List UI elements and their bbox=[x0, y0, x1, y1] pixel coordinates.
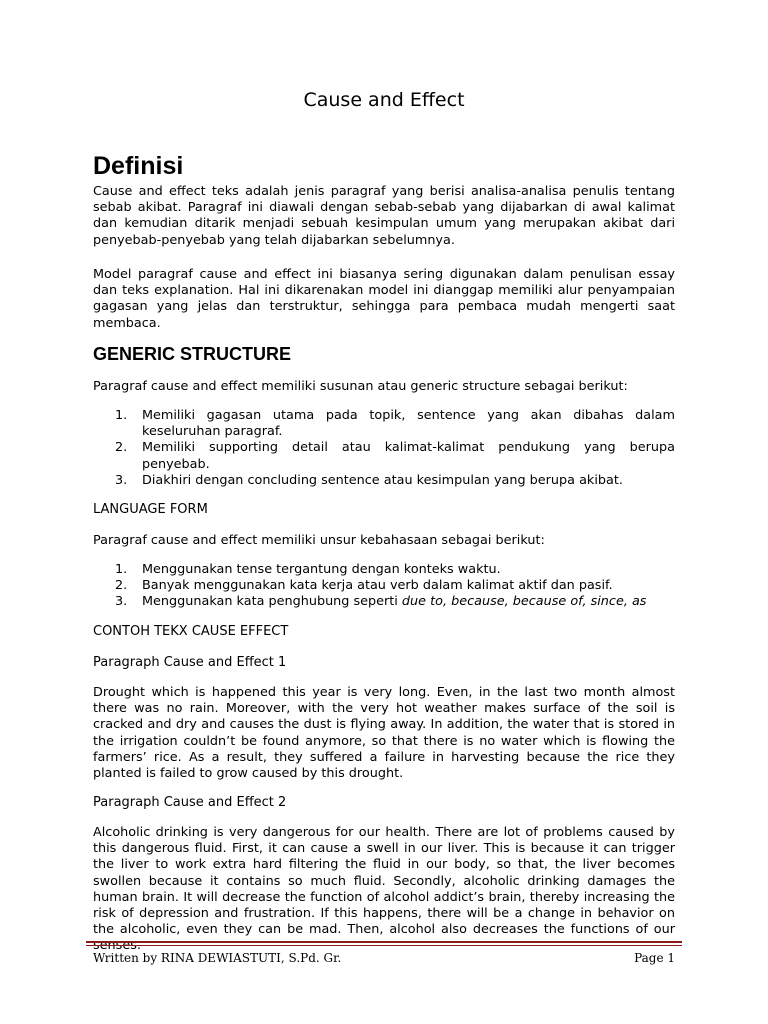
list-item bbox=[93, 440, 675, 472]
generic-structure-heading: GENERIC STRUCTURE bbox=[93, 344, 292, 364]
paragraph-2-text: Alcoholic drinking is very dangerous for our health. There are lot of problems caused by this dangerous fluid. First, it can cause a swell in our liver. This is because it can trigger the liver to work extra hard filtering the fluid in our body, so that, the liver becomes swollen because it contains so much fluid. Secondly, alcoholic drinking damages the human brain. It will decrease the function of alcohol addict’s brain, thereby increasing the risk of depression and frustration. If this happens, there will be a change in behavior on the alcoholic, even they can be mad. Then, alcohol also decreases the functions of our bbox=[93, 825, 675, 938]
list-item-number: 2. bbox=[115, 440, 128, 456]
definisi-heading: Definisi bbox=[93, 152, 184, 180]
generic-structure-list bbox=[93, 408, 675, 489]
list-item-emphasis: due to, because, because of, since, as bbox=[401, 594, 647, 610]
list-item-text: Menggunakan tense tergantung dengan konteks waktu. bbox=[142, 562, 501, 577]
list-item bbox=[93, 578, 675, 594]
footer-rule-top bbox=[86, 941, 682, 943]
list-item bbox=[93, 473, 675, 489]
footer-page-number: Page 1 bbox=[634, 951, 675, 965]
language-form-heading: LANGUAGE FORM bbox=[93, 502, 208, 517]
footer-author: Written by RINA DEWIASTUTI, S.Pd. Gr. bbox=[93, 951, 342, 965]
list-item-number: 2. bbox=[115, 578, 128, 594]
list-item-text: Memiliki gagasan utama pada topik, sentence yang akan dibahas dalam keseluruhan paragraf. bbox=[142, 408, 675, 440]
list-item-number: 3. bbox=[115, 472, 128, 488]
definisi-paragraph-1: Cause and effect teks adalah jenis paragraf yang berisi analisa-analisa penulis tentang sebab akibat. Paragraf ini diawali dengan sebab-sebab yang dijabarkan di awal kalimat dan kemudian ditarik menjadi sebuah kesimpulan umum yang merupakan akibat dari penyebab-penyebab yang telah dijabarkan sebelumnya. bbox=[93, 184, 675, 248]
list-item bbox=[93, 562, 675, 578]
definisi-paragraph-2: Model paragraf cause and effect ini biasanya sering digunakan dalam penulisan essay dan teks explanation. Hal ini dikarenakan model ini dianggap memiliki alur penyampaian gagasan yang jelas dan terstruktur, sehingga para pembaca mudah mengerti saat membaca. bbox=[93, 267, 675, 331]
list-item-text: Banyak menggunakan kata kerja atau verb dalam kalimat aktif dan pasif. bbox=[142, 578, 613, 594]
footer bbox=[93, 951, 675, 965]
paragraph-2-title: Paragraph Cause and Effect 2 bbox=[93, 795, 287, 810]
list-item-number: 3. bbox=[115, 594, 128, 610]
list-item bbox=[93, 408, 675, 440]
list-item-text: Memiliki supporting detail atau kalimat-kalimat pendukung yang berupa penyebab. bbox=[142, 440, 675, 472]
contoh-heading: CONTOH TEKX CAUSE EFFECT bbox=[93, 624, 289, 639]
footer-rule-bottom bbox=[86, 945, 682, 946]
list-item-number: 1. bbox=[115, 562, 128, 577]
language-form-intro: Paragraf cause and effect memiliki unsur kebahasaan sebagai berikut: bbox=[93, 533, 545, 548]
generic-structure-intro: Paragraf cause and effect memiliki susunan atau generic structure sebagai berikut: bbox=[93, 379, 628, 394]
list-item-text: Menggunakan kata penghubung seperti bbox=[142, 594, 402, 610]
language-form-list bbox=[93, 562, 675, 611]
list-item-text: Diakhiri dengan concluding sentence atau kesimpulan yang berupa akibat. bbox=[142, 472, 623, 488]
paragraph-1-title: Paragraph Cause and Effect 1 bbox=[93, 655, 287, 670]
paragraph-1-text: Drought which is happened this year is very long. Even, in the last two month almost there was no rain. Moreover, with the very hot weather makes surface of the soil is cracked and dry and causes the dust is flying away. In addition, the water that is stored in the irrigation couldn’t be found anymore, so that there is no water which is flowing the farmers’ rice. As a result, they suffered a failure in harvesting because the rice they planted is failed to grow caused by this drought. bbox=[93, 685, 675, 782]
list-item bbox=[93, 594, 675, 610]
list-item-number: 1. bbox=[115, 408, 128, 423]
page-title: Cause and Effect bbox=[303, 89, 465, 111]
